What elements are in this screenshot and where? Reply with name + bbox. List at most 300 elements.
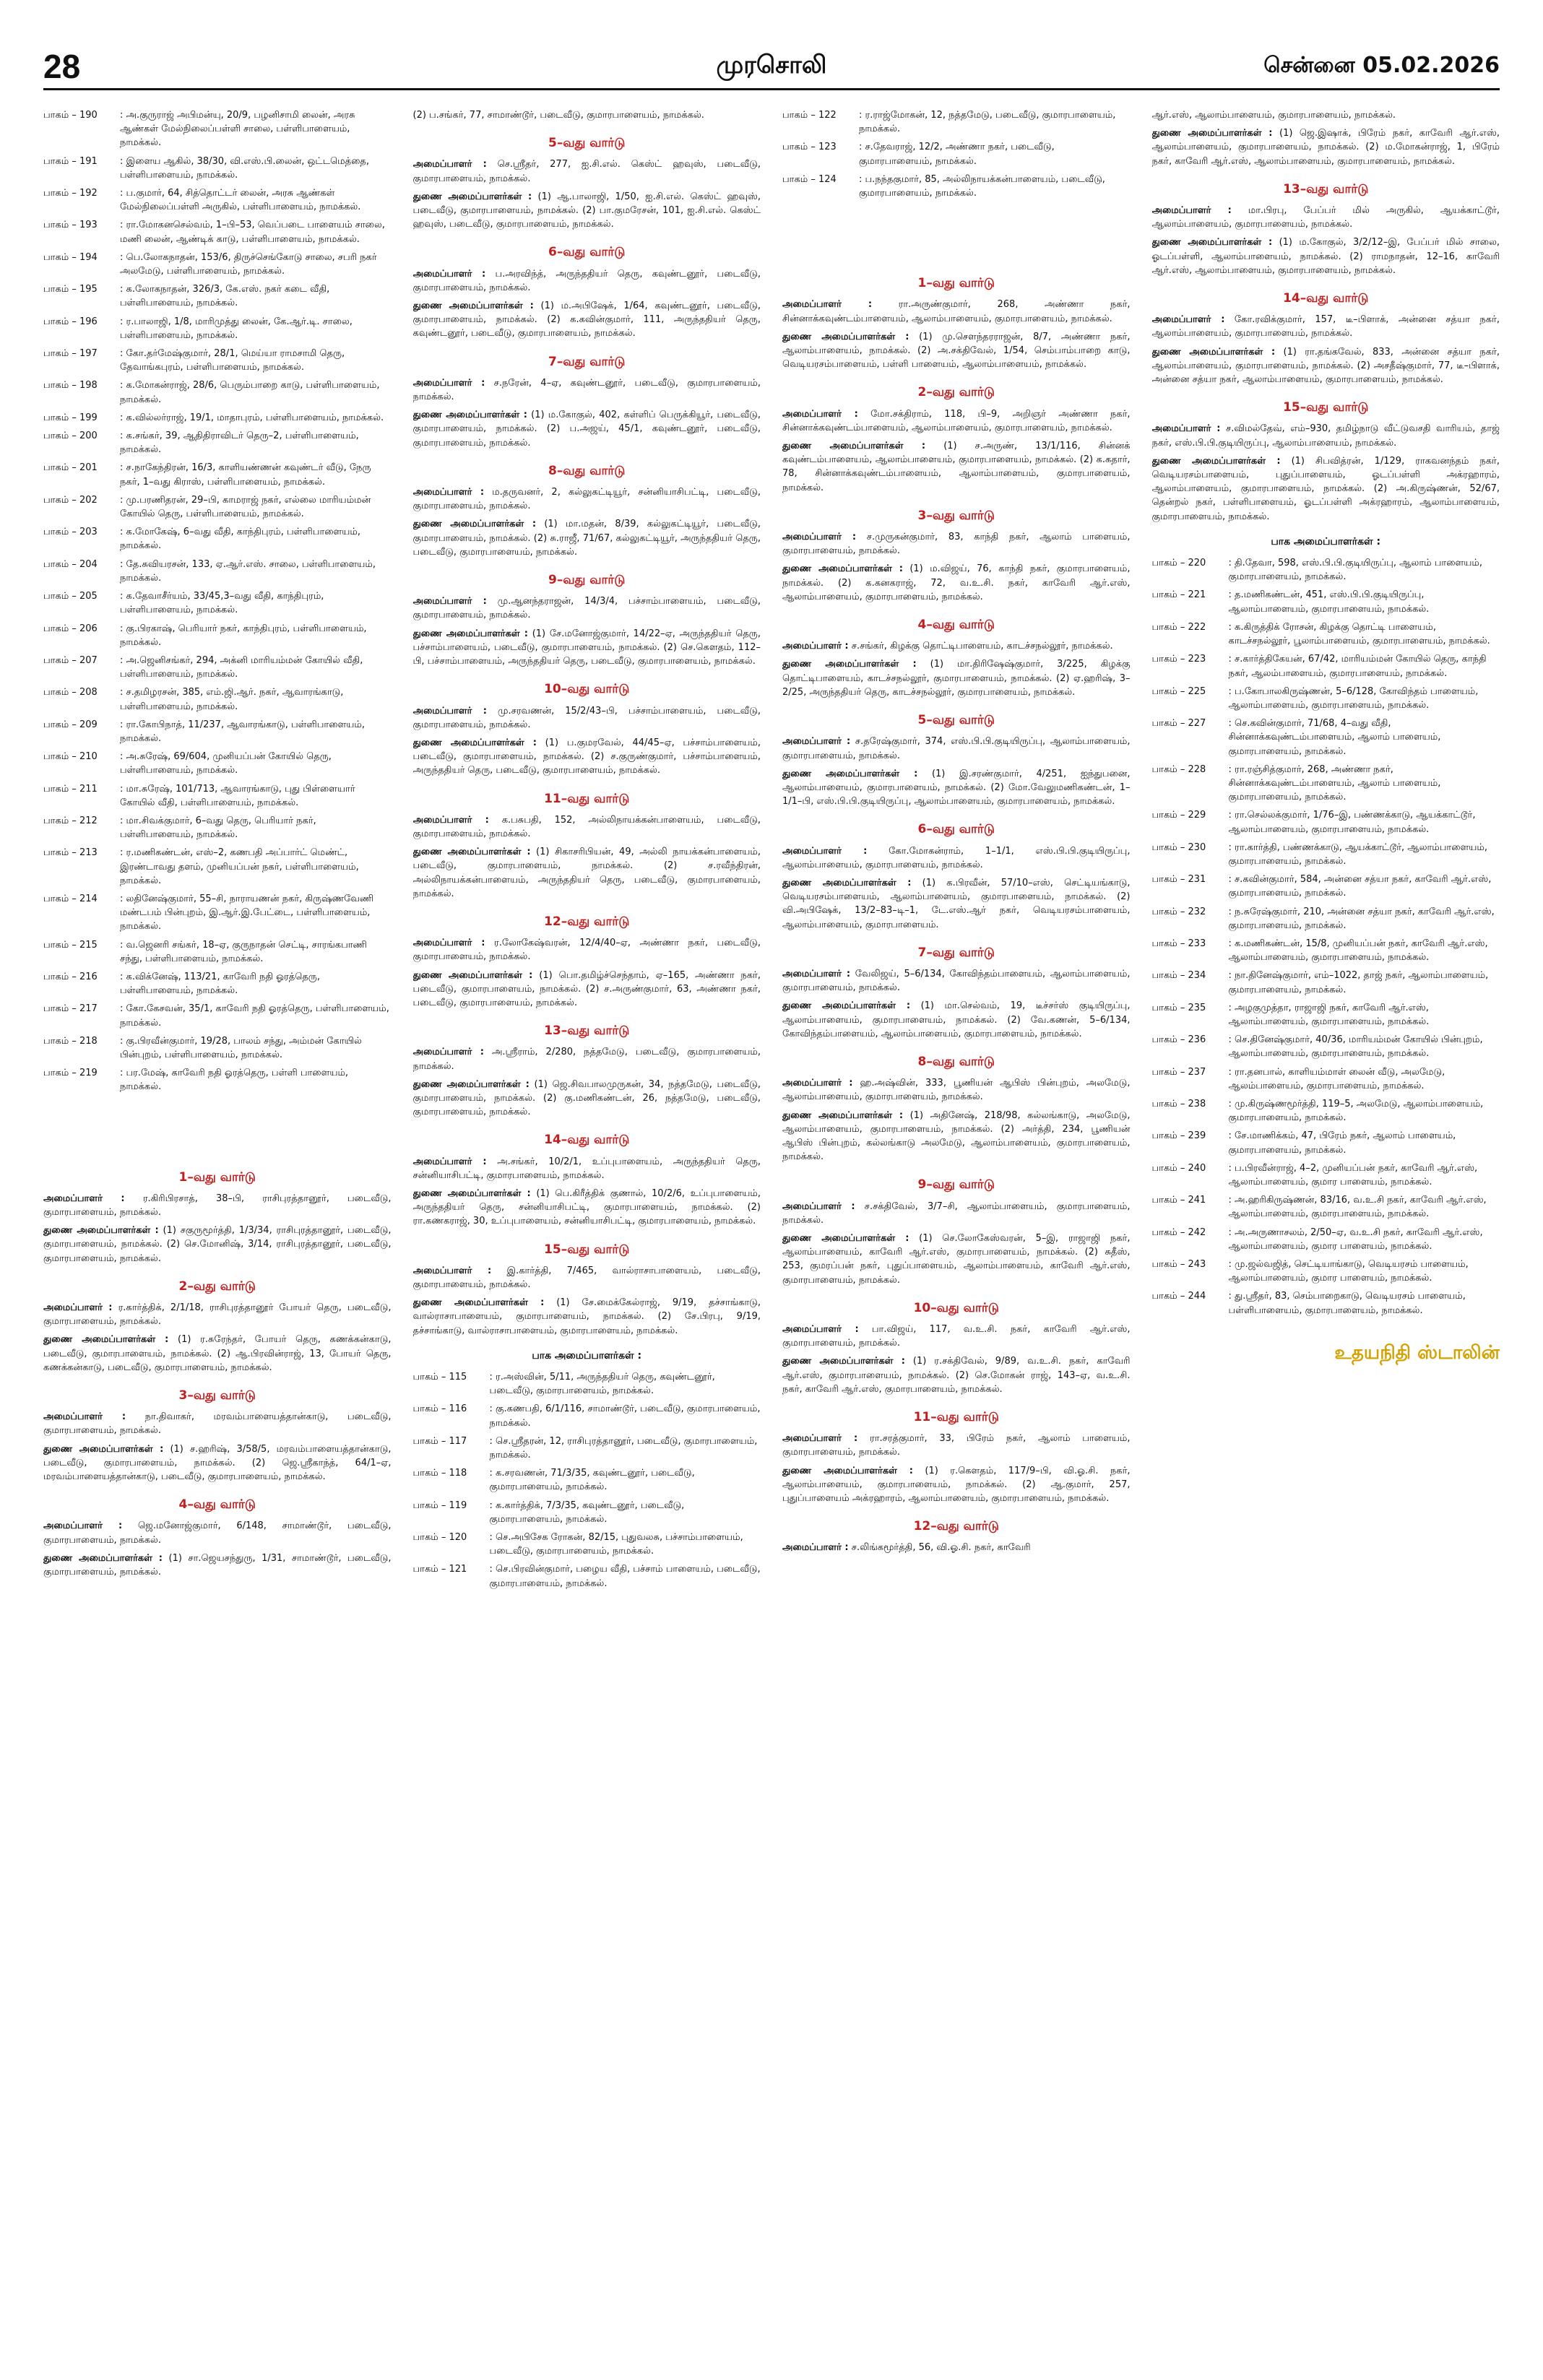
office-bearer-entry: [413, 1187, 761, 1229]
part-detail: : ப.குமார், 64, சித்தொட்டர் லைன், அரசு ஆண்கள் மேல்நிலைப்பள்ளி அருகில், பள்ளிபாளையம், நாமக்கல்.: [120, 188, 361, 213]
part-entry: [413, 1466, 761, 1494]
ward-heading: 9–வது வார்டு: [548, 573, 626, 588]
entry-text: வேலிஜய், 5–6/134, கோவிந்தம்பாளையம், ஆலாம்பாளையம், குமாரபாளையம், நாமக்கல்.: [782, 968, 1131, 994]
part-number: பாகம் – 199: [43, 412, 98, 423]
signature-name: உதயநிதி ஸ்டாலின்: [1334, 1341, 1500, 1364]
part-entry: [1152, 763, 1500, 805]
ward-heading: 13–வது வார்டு: [544, 1024, 630, 1039]
office-bearer-entry: [413, 267, 761, 295]
office-bearer-entry: [782, 298, 1131, 325]
office-bearer-entry: [782, 999, 1131, 1041]
part-detail: : தி.தேவா, 598, எஸ்.பி.பி.குடியிருப்பு, ஆலாம் பாளையம், குமாரபாளையம், நாமக்கல்.: [1228, 558, 1482, 583]
part-entry: [43, 589, 392, 617]
role-label: துணை அமைப்பாளர்கள் :: [782, 563, 903, 575]
office-bearer-entry: [413, 936, 761, 964]
part-detail: : அ.ஜெனிசங்கர், 294, அக்னி மாரியம்மன் கோயில் வீதி, பள்ளிபாளையம், நாமக்கல்.: [120, 654, 363, 680]
part-entry: [1152, 1161, 1500, 1189]
part-detail: : ச.கவின்குமார், 584, அன்னை சத்யா நகர், காவேரி ஆர்.எஸ், குமாரபாளையம், நாமக்கல்.: [1228, 874, 1492, 899]
office-bearer-entry: [1152, 235, 1500, 277]
entry-text: (1) சா.ஜெயசந்துரு, 1/31, சாமாண்டூர், படைவீடு, குமாரபாளையம், நாமக்கல்.: [43, 1552, 392, 1578]
part-detail: : மா.சுரேஷ், 101/713, ஆவாரங்காடு, புது பிள்ளையார் கோயில் வீதி, பள்ளிபாளையம், நாமக்கல்.: [120, 783, 355, 808]
ward-heading: 5–வது வார்டு: [917, 713, 995, 728]
role-label: துணை அமைப்பாளர்கள் :: [782, 659, 917, 670]
part-detail: : ர.பாலாஜி, 1/8, மாரிமுத்து லைன், கே.ஆர்.டி. சாலை, பள்ளிபாளையம், நாமக்கல்.: [120, 316, 353, 341]
office-bearer-entry: [413, 408, 761, 450]
entry-text: ப.அரவிந்த், அருந்ததியர் தெரு, கவுண்டனூர், படைவீடு, குமாரபாளையம், நாமக்கல்.: [412, 268, 761, 293]
part-entry: [43, 282, 392, 310]
role-label: அமைப்பாளர் :: [782, 299, 873, 311]
part-number: பாகம் – 195: [43, 284, 98, 295]
role-label: அமைப்பாளர் :: [782, 1542, 849, 1554]
part-entry: [43, 378, 392, 406]
office-bearer-entry: [782, 876, 1131, 932]
role-label: துணை அமைப்பாளர்கள் :: [412, 410, 527, 421]
entry-text: அ.சங்கர், 10/2/1, உப்புபாளையம், அருந்ததியர் தெரு, சன்னியாசிபட்டி, குமாரபாளையம், நாமக்கல்.: [412, 1156, 761, 1181]
entry-text: (1) மா.செல்வம், 19, டீச்சர்ஸ் குடியிருப்பு, ஆலாம்பாளையம், குமாரபாளையம், நாமக்கல். (2) வே.கணன், 5–6/134, கோவிந்தம்பாளையம், ஆலாம்பாளையம், குமாரபாளையம், நாமக்கல்.: [782, 1000, 1131, 1039]
part-entry: [43, 525, 392, 553]
part-number: பாகம் – 123: [782, 142, 837, 153]
part-number: பாகம் – 117: [412, 1435, 467, 1447]
spacer: [43, 1099, 392, 1156]
role-label: துணை அமைப்பாளர்கள் :: [782, 877, 912, 888]
part-detail: : ச.தேவராஜ், 12/2, அண்ணா நகர், படைவீடு, குமாரபாளையம், நாமக்கல்.: [859, 142, 1055, 167]
part-detail: : செ.பிரவின்குமார், பழைய வீதி, பச்சாம் பாளையம், படைவீடு, குமாரபாளையம், நாமக்கல்.: [489, 1564, 761, 1589]
part-number: பாகம் – 209: [43, 719, 98, 730]
office-bearer-entry: [413, 517, 761, 559]
role-label: துணை அமைப்பாளர்கள் :: [782, 768, 918, 779]
office-bearer-entry: [782, 1109, 1131, 1164]
part-entry: [1152, 1258, 1500, 1285]
ward-heading: 14–வது வார்டு: [544, 1133, 630, 1148]
part-detail: : தே.சுவியரசன், 133, ஏ.ஆர்.எஸ். சாலை, பள்ளிபாளையம், நாமக்கல்.: [120, 558, 376, 584]
entry-text: கோ.ரவிக்குமார், 157, டீ–பிளாக், அன்னை சத்யா நகர், ஆலாம்பாளையம், குமாரபாளையம், நாமக்கல்.: [1151, 314, 1500, 339]
part-entry: [1152, 841, 1500, 868]
entry-text: (1) ம.கோகுல், 402, கள்ளிப் பெருக்கியூர், படைவீடு, குமாரபாளையம், நாமக்கல். (2) ப.அஜய், 45/1, கவுண்டனூர், படைவீடு, குமாரபாளையம், நாமக்கல்.: [412, 410, 761, 449]
entry-text: ஆர்.எஸ், ஆலாம்பாளையம், குமாரபாளையம், நாமக்கல்.: [1151, 110, 1396, 121]
role-label: துணை அமைப்பாளர்கள் :: [782, 441, 926, 452]
office-bearer-entry: [782, 1464, 1131, 1506]
office-bearer-entry: [782, 1354, 1131, 1396]
part-number: பாகம் – 119: [412, 1500, 467, 1511]
entry-text: அ.ஸ்ரீராம், 2/280, நத்தமேடு, படைவீடு, குமாரபாளையம், நாமக்கல்.: [412, 1047, 761, 1072]
part-entry: [43, 411, 392, 425]
part-detail: : செ.அபிசேக ரோகன், 82/15, புதுவலசு, பச்சாம்பாளையம், படைவீடு, குமாரபாளையம், நாமக்கல்.: [489, 1532, 743, 1557]
part-entry: [1152, 1001, 1500, 1029]
entry-text: (1) மு.சௌந்தரராஜன், 8/7, அண்ணா நகர், ஆலாம்பாளையம், நாமக்கல். (2) அ.சக்திவேல், 1/54, செம்பாம்பாறை காடு, வெடியரசம்பாளையம், பள்ளி பாளையம், ஆலாம்பாளையம், நாமக்கல்.: [782, 331, 1131, 371]
article-columns: [43, 108, 1500, 2355]
office-bearer-entry: [782, 1232, 1131, 1287]
entry-text: மு.ஆனந்தராஜன், 14/3/4, பச்சாம்பாளையம், படைவீடு, குமாரபாளையம், நாமக்கல்.: [412, 596, 761, 621]
part-entry: [1152, 1065, 1500, 1093]
ward-heading: 7–வது வார்டு: [548, 354, 626, 369]
office-bearer-entry: [782, 562, 1131, 604]
role-label: துணை அமைப்பாளர்கள் :: [43, 1443, 164, 1455]
entry-text: (1) சே.மைக்கேல்ராஜ், 9/19, தச்சாங்காடு, வால்ராசாபாளையம், குமாரபாளையம், நாமக்கல். (2) சே.பிரபு, 9/19, தச்சாங்காடு, வால்ராசாபாளையம், குமாரபாளையம், நாமக்கல்.: [412, 1297, 761, 1336]
ward-heading: 14–வது வார்டு: [1283, 291, 1369, 306]
entry-text: கோ.மோகன்ராம், 1–1/1, எஸ்.பி.பி.குடியிருப்பு, ஆலாம்பாளையம், குமாரபாளையம், நாமக்கல்.: [782, 845, 1131, 870]
part-entry: [43, 493, 392, 521]
part-entry: [43, 846, 392, 888]
office-bearer-entry: [413, 1045, 761, 1073]
role-label: துணை அமைப்பாளர்கள் :: [43, 1334, 169, 1346]
office-bearer-entry: [413, 108, 761, 122]
office-bearer-entry: [1152, 313, 1500, 340]
entry-text: ச.தரேஷ்குமார், 374, எஸ்.பி.பி.குடியிருப்பு, ஆலாம்பாளையம், குமாரபாளையம், நாமக்கல்.: [782, 736, 1131, 761]
part-detail: : சே.மாணிக்கம், 47, பிரேம் நகர், ஆலாம் பாளையம், குமாரபாளையம், நாமக்கல்.: [1228, 1130, 1456, 1156]
part-number: பாகம் – 116: [412, 1403, 467, 1415]
part-detail: : மா.சிவக்குமார், 6–வது தெரு, பெரியார் நகர், பள்ளிபாளையம், நாமக்கல்.: [120, 815, 316, 841]
ward-heading: 5–வது வார்டு: [548, 136, 626, 151]
part-detail: : க.விக்னேஷ், 113/21, காவேரி நதி ஓரத்தெரு, பள்ளிபாளையம், நாமக்கல்.: [120, 971, 320, 997]
role-label: அமைப்பாளர் :: [782, 532, 857, 543]
edition-date: சென்னை 05.02.2026: [1263, 52, 1500, 78]
office-bearer-entry: [1152, 345, 1500, 387]
part-number: பாகம் – 214: [43, 893, 98, 904]
role-label: துணை அமைப்பாளர்கள் :: [782, 1232, 909, 1244]
part-number: பாகம் – 211: [43, 783, 98, 795]
role-label: துணை அமைப்பாளர்கள் :: [43, 1225, 159, 1237]
entry-text: ச.நரேன், 4–ஏ, கவுண்டனூர், படைவீடு, குமாரபாளையம், நாமக்கல்.: [412, 377, 761, 403]
part-number: பாகம் – 243: [1151, 1259, 1206, 1271]
part-detail: : ர.மணிகண்டன், எஸ்–2, கணபதி அப்பார்ட் மெண்ட், இரண்டாவது தளம், முனியப்பன் நகர், பள்ளிபாளையம், நாமக்கல்.: [120, 847, 359, 886]
part-entry: [1152, 652, 1500, 680]
part-detail: : க.லோகநாதன், 326/3, கே.எஸ். நகர் கடை வீதி, பள்ளிபாளையம், நாமக்கல்.: [120, 284, 330, 309]
entry-text: மோ.சக்திராம், 118, பி–9, அறிஞர் அண்ணா நகர், சின்னாக்கவுண்டம்பாளையம், ஆலாம்பாளையம், குமாரபாளையம், நாமக்கல்.: [782, 408, 1131, 433]
role-label: அமைப்பாளர் :: [782, 1200, 855, 1212]
entry-text: ச.லிங்கமூர்த்தி, 56, வி.ஓ.சி. நகர், காவேரி: [851, 1542, 1031, 1554]
ward-heading: 11–வது வார்டு: [544, 791, 630, 806]
part-detail: : அ.ஹரிகிருஷ்ணன், 83/16, வ.உ.சி நகர், காவேரி ஆர்.எஸ், ஆலாம்பாளையம், குமாரபாளையம், நாமக்கல்.: [1228, 1195, 1487, 1220]
role-label: அமைப்பாளர் :: [412, 938, 485, 949]
ward-heading: 12–வது வார்டு: [913, 1519, 999, 1534]
part-detail: : ப.கோபாலகிருஷ்ணன், 5–6/128, கோவிந்தம் பாளையம், ஆலாம்பாளையம், குமாரபாளையம், நாமக்கல்.: [1228, 685, 1479, 711]
part-entry: [1152, 556, 1500, 584]
role-label: அமைப்பாளர் :: [43, 1411, 126, 1423]
ward-heading: 15–வது வார்டு: [544, 1242, 630, 1257]
part-number: பாகம் – 237: [1151, 1066, 1206, 1078]
part-entry: [1152, 685, 1500, 712]
part-entry: [1152, 620, 1500, 648]
ward-heading: 4–வது வார்டு: [178, 1497, 256, 1513]
role-label: துணை அமைப்பாளர்கள் :: [782, 1356, 905, 1367]
office-bearer-entry: [413, 813, 761, 841]
part-number: பாகம் – 219: [43, 1068, 98, 1079]
role-label: துணை அமைப்பாளர்கள் :: [412, 1187, 531, 1199]
ward-heading: 3–வது வார்டு: [178, 1388, 256, 1403]
ward-heading: 1–வது வார்டு: [917, 276, 995, 291]
entry-text: மு.சரவணன், 15/2/43–பி, பச்சாம்பாளையம், படைவீடு, குமாரபாளையம், நாமக்கல்.: [412, 705, 761, 730]
part-detail: : து.ஸ்ரீதர், 83, செம்பாறைகாடு, வெடியரசம் பாளையம், பள்ளிபாளையம், குமாரபாளையம், நாமக்கல்.: [1228, 1291, 1466, 1316]
part-number: பாகம் – 239: [1151, 1130, 1206, 1142]
part-entry: [43, 218, 392, 246]
ward-heading: 2–வது வார்டு: [917, 385, 995, 400]
part-entry: [1152, 717, 1500, 758]
part-number: பாகம் – 208: [43, 687, 98, 698]
part-detail: : க.தேவாசீர்யம், 33/45,3–வது வீதி, காந்திபுரம், பள்ளிபாளையம், நாமக்கல்.: [120, 591, 324, 616]
newspaper-name: முரசொலி: [716, 51, 827, 79]
ward-heading: 6–வது வார்டு: [548, 245, 626, 260]
column-2: [413, 108, 761, 2355]
part-entry: [413, 1499, 761, 1526]
entry-text: ஜெ.மனோஜ்குமார், 6/148, சாமாண்டூர், படைவீடு, குமாரபாளையம், நாமக்கல்.: [43, 1520, 392, 1546]
role-label: துணை அமைப்பாளர்கள் :: [412, 300, 534, 312]
office-bearer-entry: [782, 407, 1131, 435]
part-entry: [1152, 873, 1500, 900]
office-bearer-entry: [43, 1410, 392, 1437]
office-bearer-entry: [413, 1155, 761, 1182]
part-entry: [43, 892, 392, 934]
part-number: பாகம் – 193: [43, 220, 98, 231]
entry-text: ச.சங்கர், கிழக்கு தொட்டிபாளையம், காடச்சநல்லூர், நாமக்கல்.: [851, 641, 1113, 652]
part-detail: : அ.சுரேஷ், 69/604, முனியப்பன் கோயில் தெரு, பள்ளிபாளையம், நாமக்கல்.: [120, 751, 332, 776]
entry-text: (1) ம.கோகுல், 3/2/12–இ, பேப்பர் மில் சாலை, ஓடப்பள்ளி, ஆலாம்பாளையம், நாமக்கல். (2) ராமநாதன், 12–16, காவேரி ஆர்.எஸ், ஆலாம்பாளையம், குமாரபாளையம், நாமக்கல்.: [1151, 237, 1500, 276]
role-label: அமைப்பாளர் :: [412, 159, 487, 170]
role-label: அமைப்பாளர் :: [412, 705, 487, 717]
part-detail: : ரா.மோகனசெல்வம், 1–பி–53, வெப்படை பாளையம் சாலை, மணி லைன், ஆண்டிக் காடு, பள்ளிபாளையம், நாமக்கல்.: [120, 220, 385, 245]
role-label: துணை அமைப்பாளர்கள் :: [412, 519, 537, 530]
role-label: துணை அமைப்பாளர்கள் :: [412, 847, 531, 858]
part-detail: : செ.கவின்குமார், 71/68, 4–வது வீதி, சின்னாக்கவுண்டம்பாளையம், ஆலாம் பாளையம், குமாரபாளையம், நாமக்கல்.: [1228, 718, 1441, 757]
entry-text: நா.திவாகர், மரவம்பாளையத்தான்காடு, படைவீடு, குமாரபாளையம், நாமக்கல்.: [43, 1411, 392, 1437]
entry-text: க.பசுபதி, 152, அல்லிநாயக்கன்பாளையம், படைவீடு, குமாரபாளையம், நாமக்கல்.: [412, 814, 761, 839]
part-number: பாகம் – 115: [412, 1372, 467, 1383]
part-detail: : கு.கணபதி, 6/1/116, சாமாண்டூர், படைவீடு, குமாரபாளையம், நாமக்கல்.: [489, 1403, 761, 1429]
part-detail: : கு.பிரகாஷ், பெரியார் நகர், காந்திபுரம், பள்ளிபாளையம், நாமக்கல்.: [120, 623, 367, 648]
part-number: பாகம் – 212: [43, 815, 98, 826]
part-entry: [1152, 905, 1500, 932]
role-label: அமைப்பாளர் :: [43, 1193, 125, 1204]
role-label: அமைப்பாளர் :: [782, 641, 849, 652]
office-bearer-entry: [413, 157, 761, 185]
role-label: துணை அமைப்பாளர்கள் :: [412, 628, 528, 639]
part-entry: [782, 108, 1131, 136]
masthead: [43, 45, 1500, 90]
part-detail: : இளைய ஆகில், 38/30, வி.எஸ்.பி.லைன், ஒட்டமெத்தை, பள்ளிபாளையம், நாமக்கல்.: [120, 155, 369, 181]
entry-text: (1) அதினேஷ், 218/98, கல்லங்காடு, அலமேடு, ஆலாம்பாளையம், குமாரபாளையம், நாமக்கல். (2) அர்த்தி, 234, பூணியன் ஆபிஸ் பின்புறம், கல்லங்காடு அலமேடு, ஆலாம்பாளையம், குமாரபாளையம், நாமக்கல்.: [782, 1109, 1131, 1163]
office-bearer-entry: [43, 1301, 392, 1328]
part-entry: [43, 938, 392, 966]
office-bearer-entry: [782, 439, 1131, 495]
office-bearer-entry: [782, 639, 1131, 653]
part-number: பாகம் – 240: [1151, 1162, 1206, 1174]
office-bearer-entry: [413, 1296, 761, 1338]
part-number: பாகம் – 244: [1151, 1291, 1206, 1302]
office-bearer-entry: [782, 530, 1131, 558]
role-label: துணை அமைப்பாளர்கள் :: [1151, 128, 1273, 139]
part-entry: [413, 1531, 761, 1558]
entry-text: (1) ஜெ.இஷாக், பிரேம் நகர், காவேரி ஆர்.எஸ், ஆலாம்பாளையம், குமாரபாளையம், நாமக்கல். (2) ம.மோகன்ராஜ், 1, பிரேம் நகர், காவேரி ஆர்.எஸ், ஆலாம்பாளையம், குமாரபாளையம், நாமக்கல்.: [1151, 128, 1500, 167]
part-entry: [1152, 808, 1500, 836]
part-number: பாகம் – 228: [1151, 763, 1206, 775]
part-entry: [43, 429, 392, 456]
entry-text: (1) செ.லோகேஸ்வரன், 5–இ, ராஜாஜி நகர், ஆலாம்பாளையம், காவேரி ஆர்.எஸ், குமாரபாளையம், நாமக்கல். (2) சுதீஸ், 253, குமரப்பன் நகர், புதுப்பாளையம், ஆலாம்பாளையம், காவேரி ஆர்.எஸ், குமாரபாளையம், நாமக்கல்.: [782, 1232, 1131, 1286]
part-entry: [413, 1402, 761, 1429]
part-detail: : மு.பரணிதரன், 29–பி, காமராஜ் நகர், எல்லை மாரியம்மன் கோயில் தெரு, பள்ளிபாளையம், நாமக்கல்.: [120, 494, 371, 520]
part-entry: [43, 1002, 392, 1029]
part-detail: : ப.பிரவீன்ராஜ், 4–2, முனியப்பன் நகர், காவேரி ஆர்.எஸ், ஆலாம்பாளையம், குமார பாளையம், நாமக்கல்.: [1228, 1162, 1478, 1187]
column-3: [782, 108, 1131, 2355]
entry-text: (1) க.பிரவீன், 57/10–எஸ், செட்டியங்காடு, வெடியரசம்பாளையம், ஆலாம்பாளையம், குமாரபாளையம், நாமக்கல். (2) வி.அபிஷேக், 13/2–83–டி–1, டே.எஸ்.ஆர் நகர், வெடியரசம்பாளையம், ஆலாம்பாளையம், குமாரபாளையம்.: [782, 877, 1131, 930]
ward-heading: 7–வது வார்டு: [917, 945, 995, 960]
role-label: துணை அமைப்பாளர்கள் :: [782, 1109, 904, 1121]
part-detail: : ரா.கார்த்தி, பண்ணக்காடு, ஆயக்காட்டூர், ஆலாம்பாளையம், குமாரபாளையம், நாமக்கல்.: [1228, 841, 1487, 867]
role-label: அமைப்பாளர் :: [412, 1156, 487, 1167]
office-bearer-entry: [782, 967, 1131, 995]
ward-heading: 2–வது வார்டு: [178, 1278, 256, 1294]
entry-text: (1) சே.மனோஜ்குமார், 14/22–ஏ, அருந்ததியர் தெரு, பச்சாம்பாளையம், படைவீடு, குமாரபாளையம், நாமக்கல். (2) செ.கௌதம், 112–பி, பச்சாம்பாளையம், அருந்ததியர் தெரு, படைவீடு, குமாரபாளையம், நாமக்கல்.: [412, 628, 761, 667]
entry-text: (1) ர.சக்திவேல், 9/89, வ.உ.சி. நகர், காவேரி ஆர்.எஸ், குமாரபாளையம், நாமக்கல். (2) செ.மோகன் ராஜ், 143–ஏ, வ.உ.சி. நகர், காவேரி ஆர்.எஸ், குமாரபாளையம், நாமக்கல்.: [782, 1356, 1131, 1395]
part-entry: [1152, 588, 1500, 615]
part-number: பாகம் – 238: [1151, 1098, 1206, 1109]
part-detail: : ரா.தனபால், காளியம்மாள் லைன் வீடு, அலமேடு, ஆலம்பாளையம், குமாரபாளையம், நாமக்கல்.: [1228, 1066, 1445, 1091]
entry-text: மா.பிரபு, பேப்பர் மில் அருகில், ஆயக்காட்டூர், ஆலாம்பாளையம், குமாரபாளையம், நாமக்கல்.: [1151, 205, 1500, 230]
office-bearer-entry: [413, 299, 761, 341]
part-detail: : க.மோகன்ராஜ், 28/6, பெரும்பாறை காடு, பள்ளிபாளையம், நாமக்கல்.: [120, 380, 380, 405]
role-label: அமைப்பாளர் :: [782, 845, 868, 857]
entry-text: (1) ரா.தங்கவேல், 833, அன்னை சத்யா நகர், ஆலாம்பாளையம், குமாரபாளையம், நாமக்கல். (2) அசதீஷ்குமார், 77, டீ–பிளாக், அன்னை சத்யா நகர், ஆலாம்பாளையம், குமாரபாளையம், நாமக்கல்.: [1151, 346, 1500, 386]
part-number: பாகம் – 231: [1151, 874, 1206, 886]
role-label: துணை அமைப்பாளர்கள் :: [412, 191, 532, 202]
part-detail: : செ.தினேஷ்குமார், 40/36, மாரியம்மன் கோயில் பின்புறம், ஆலாம்பாளையம், குமாரபாளையம், நாமக்கல்.: [1228, 1034, 1483, 1060]
office-bearer-entry: [413, 594, 761, 622]
office-bearer-entry: [1152, 454, 1500, 524]
entry-text: (1) சகுருமூர்த்தி, 1/3/34, ராசிபுரத்தானூர், படைவீடு, குமாரபாளையம், நாமக்கல். (2) செ.மோனிஷ், 3/14, ராசிபுரத்தானூர், படைவீடு, குமாரபாளையம், நாமக்கல்.: [43, 1225, 392, 1264]
part-detail: : ரா.செல்லக்குமார், 1/76–இ, பண்ணக்காடு, ஆயக்காட்டூர், ஆலாம்பாளையம், குமாரபாளையம், நாமக்கல்.: [1228, 810, 1476, 835]
office-bearer-entry: [1152, 422, 1500, 449]
role-label: துணை அமைப்பாளர்கள் :: [412, 969, 533, 981]
part-entry: [43, 558, 392, 585]
role-label: துணை அமைப்பாளர்கள் :: [782, 1465, 913, 1476]
section-heading: பாக அமைப்பாளர்கள் :: [532, 1349, 642, 1362]
office-bearer-entry: [43, 1192, 392, 1219]
part-entry: [43, 461, 392, 488]
office-bearer-entry: [782, 330, 1131, 372]
ward-heading: 8–வது வார்டு: [917, 1054, 995, 1069]
part-number: பாகம் – 215: [43, 939, 98, 951]
part-entry: [43, 970, 392, 998]
office-bearer-entry: [782, 767, 1131, 809]
part-number: பாகம் – 218: [43, 1035, 98, 1047]
role-label: அமைப்பாளர் :: [43, 1302, 113, 1314]
entry-text: (1) ர.கௌதம், 117/9–பி, வி.ஓ.சி. நகர், ஆலாம்பாளையம், குமாரபாளையம், நாமக்கல். (2) ஆ.குமார், 257, புதுப்பாளையம் அக்ரஹாரம், ஆலாம்பாளையம், குமாரபாளையம், நாமக்கல்.: [782, 1465, 1131, 1505]
part-entry: [43, 718, 392, 745]
part-number: பாகம் – 122: [782, 110, 837, 121]
part-detail: : ர.அஸ்வின், 5/11, அருந்ததியர் தெரு, கவுண்டனூர், படைவீடு, குமாரபாளையம், நாமக்கல்.: [489, 1372, 715, 1397]
entry-text: ரா.அருண்குமார், 268, அண்ணா நகர், சின்னாக்கவுண்டம்பாளையம், ஆலாம்பாளையம், குமாரபாளையம், நாமக்கல்.: [782, 299, 1131, 324]
entry-text: இ.கார்த்தி, 7/465, வால்ராசாபாளையம், படைவீடு, குமாரபாளையம், நாமக்கல்.: [412, 1265, 761, 1290]
part-entry: [1152, 937, 1500, 964]
entry-text: (1) மா.மதன், 8/39, கல்லுகட்டியூர், படைவீடு, குமாரபாளையம், நாமக்கல். (2) சு.ராஜீ, 71/67, கல்லுகட்டியூர், அருந்ததியர் தெரு, படைவீடு, குமாரபாளையம், நாமக்கல்.: [412, 519, 761, 558]
part-number: பாகம் – 121: [412, 1564, 467, 1575]
part-detail: : கோ.கேசவன், 35/1, காவேரி நதி ஓரத்தெரு, பள்ளிபாளையம், நாமக்கல்.: [120, 1003, 389, 1029]
role-label: அமைப்பாளர் :: [412, 487, 485, 498]
role-label: அமைப்பாளர் :: [782, 1078, 853, 1089]
ward-heading: 10–வது வார்டு: [913, 1300, 999, 1315]
entry-text: ம.தருவனர், 2, கல்லுகட்டியூர், சன்னியாசிபட்டி, படைவீடு, குமாரபாளையம், நாமக்கல்.: [412, 487, 761, 512]
role-label: அமைப்பாளர் :: [412, 1265, 492, 1276]
office-bearer-entry: [43, 1224, 392, 1265]
entry-text: (1) மா.திரிஷேஷ்குமார், 3/225, கிழக்கு தொட்டிபாளையம், காடச்சநல்லூர், குமாரபாளையம், நாமக்கல். (2) ஏ.ஹரிஷ், 3–2/25, அருந்ததியர் தெரு, காடச்சநல்லூர், குமாரபாளையம், நாமக்கல்.: [782, 659, 1131, 698]
page-number: 28: [43, 48, 81, 85]
entry-text: (1) ம.விஜய், 76, காந்தி நகர், குமாரபாளையம், நாமக்கல். (2) க.கனகராஜ், 72, வ.உ.சி. நகர், காவேரி ஆர்.எஸ், ஆலாம்பாளையம், குமாரபாளையம், நாமக்கல்.: [782, 563, 1131, 602]
part-entry: [1152, 969, 1500, 996]
part-number: பாகம் – 201: [43, 462, 98, 474]
part-number: பாகம் – 120: [412, 1532, 467, 1544]
role-label: அமைப்பாளர் :: [782, 968, 851, 979]
part-entry: [1152, 1097, 1500, 1125]
entry-text: ர.கிரிபிரசாத், 38–பி, ராசிபுரத்தானூர், படைவீடு, குமாரபாளையம், நாமக்கல்.: [43, 1193, 392, 1218]
part-number: பாகம் – 217: [43, 1003, 98, 1015]
office-bearer-entry: [782, 1323, 1131, 1350]
part-detail: : த.மணிகண்டன், 451, எஸ்.பி.பி.குடியிருப்பு, ஆலாம்பாளையம், குமாரபாளையம், நாமக்கல்.: [1228, 589, 1430, 615]
role-label: அமைப்பாளர் :: [1151, 205, 1232, 217]
part-entry: [43, 1066, 392, 1094]
office-bearer-entry: [43, 1333, 392, 1375]
part-entry: [43, 251, 392, 278]
part-detail: : க.சரவணன், 71/3/35, கவுண்டனூர், படைவீடு, குமாரபாளையம், நாமக்கல்.: [489, 1468, 695, 1493]
column-1: [43, 108, 392, 2355]
part-number: பாகம் – 207: [43, 654, 98, 666]
entry-text: பா.விஜய், 117, வ.உ.சி. நகர், காவேரி ஆர்.எஸ், குமாரபாளையம், நாமக்கல்.: [782, 1324, 1131, 1349]
role-label: துணை அமைப்பாளர்கள் :: [782, 331, 909, 342]
part-number: பாகம் – 233: [1151, 938, 1206, 949]
part-number: பாகம் – 234: [1151, 970, 1206, 982]
office-bearer-entry: [43, 1519, 392, 1546]
part-entry: [782, 173, 1131, 200]
office-bearer-entry: [782, 657, 1131, 699]
part-number: பாகம் – 124: [782, 173, 837, 185]
part-entry: [43, 750, 392, 777]
part-entry: [43, 782, 392, 810]
part-number: பாகம் – 205: [43, 591, 98, 602]
part-entry: [1152, 1033, 1500, 1060]
column-4: [1152, 108, 1500, 2355]
part-entry: [43, 155, 392, 182]
office-bearer-entry: [413, 969, 761, 1011]
office-bearer-entry: [413, 627, 761, 669]
part-number: பாகம் – 229: [1151, 810, 1206, 821]
ward-heading: 15–வது வார்டு: [1283, 400, 1369, 415]
part-detail: : அழகுமுத்தா, ராஜாஜி நகர், காவேரி ஆர்.எஸ், ஆலாம்பாளையம், குமாரபாளையம், நாமக்கல்.: [1228, 1002, 1430, 1027]
ward-heading: 4–வது வார்டு: [917, 618, 995, 633]
ward-heading: 3–வது வார்டு: [917, 508, 995, 523]
entry-text: (1) சிபவித்ரன், 1/129, ராகவனந்தம் நகர், வெடியரசம்பாளையம், புதுப்பாளையம், ஓடப்பள்ளி அக்ரஹாரம், ஆலாம்பாளையம், குமாரபாளையம், நாமக்கல். (2) அ.கிருஷ்ணன், 52/67, தென்றல் நகர், பள்ளிபாளையம், ஓடப்பள்ளி அக்ரஹாரம், ஆலாம்பாளையம், குமாரபாளையம், நாமக்கல்.: [1151, 455, 1500, 522]
office-bearer-entry: [413, 1264, 761, 1291]
part-entry: [43, 108, 392, 150]
ward-heading: 12–வது வார்டு: [544, 914, 630, 929]
role-label: அமைப்பாளர் :: [412, 1047, 484, 1058]
part-entry: [1152, 1129, 1500, 1156]
part-entry: [43, 622, 392, 649]
office-bearer-entry: [413, 376, 761, 404]
role-label: துணை அமைப்பாளர்கள் :: [412, 1078, 530, 1090]
role-label: துணை அமைப்பாளர்கள் :: [412, 1297, 545, 1309]
part-entry: [43, 814, 392, 841]
part-detail: : ப.நந்தகுமார், 85, அல்லிநாயக்கன்பாளையம், படைவீடு, குமாரபாளையம், நாமக்கல்.: [859, 173, 1105, 199]
part-number: பாகம் – 200: [43, 430, 98, 442]
part-detail: : க.கிருத்திக் ரோசன், கிழக்கு தொட்டி பாளையம், காடச்சநல்லூர், பூலாம்பாளையம், குமாரபாளையம், நாமக்கல்.: [1228, 621, 1490, 647]
role-label: அமைப்பாளர் :: [782, 1433, 858, 1445]
office-bearer-entry: [782, 1541, 1131, 1554]
office-bearer-entry: [413, 1078, 761, 1120]
part-detail: : ச.நாகேந்திரன், 16/3, காளியண்ணன் கவுண்டர் வீடு, நேரு நகர், 1–வது கிராஸ், பள்ளிபாளையம், நாமக்கல்.: [120, 462, 371, 488]
part-number: பாகம் – 236: [1151, 1034, 1206, 1046]
office-bearer-entry: [413, 704, 761, 732]
part-number: பாகம் – 225: [1151, 685, 1206, 697]
office-bearer-entry: [1152, 204, 1500, 231]
part-detail: : அ.குருராஜ் அபிமன்யு, 20/9, பழனிசாமி லைன், அரசு ஆண்கள் மேல்நிலைப்பள்ளி சாலை, பள்ளிபாளையம், நாமக்கல்.: [120, 110, 355, 149]
part-number: பாகம் – 213: [43, 847, 98, 859]
